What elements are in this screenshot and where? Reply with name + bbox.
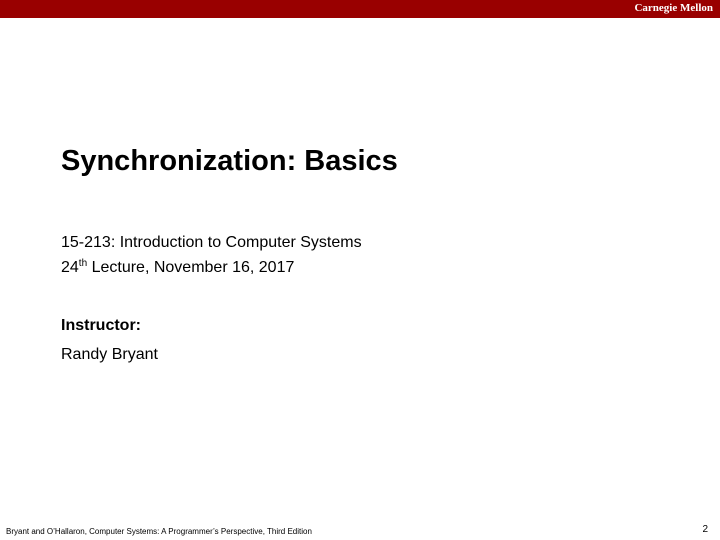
slide-title: Synchronization: Basics [61, 145, 398, 177]
instructor-label: Instructor: [61, 317, 141, 334]
brand-logo-text: Carnegie Mellon [634, 2, 713, 14]
lecture-line [61, 255, 362, 280]
footer-citation: Bryant and O’Hallaron, Computer Systems: A Programmer’s Perspective, Third Edition [6, 527, 312, 536]
header-bar [0, 0, 720, 18]
lecture-ordinal-suffix: th [78, 258, 88, 269]
slide-subtitle [61, 230, 362, 280]
lecture-details: Lecture, November 16, 2017 [87, 259, 295, 276]
course-line: 15-213: Introduction to Computer Systems [61, 234, 362, 251]
lecture-number: 24 [61, 259, 79, 276]
page-number: 2 [702, 524, 708, 535]
instructor-block [61, 311, 158, 369]
instructor-name: Randy Bryant [61, 346, 158, 363]
